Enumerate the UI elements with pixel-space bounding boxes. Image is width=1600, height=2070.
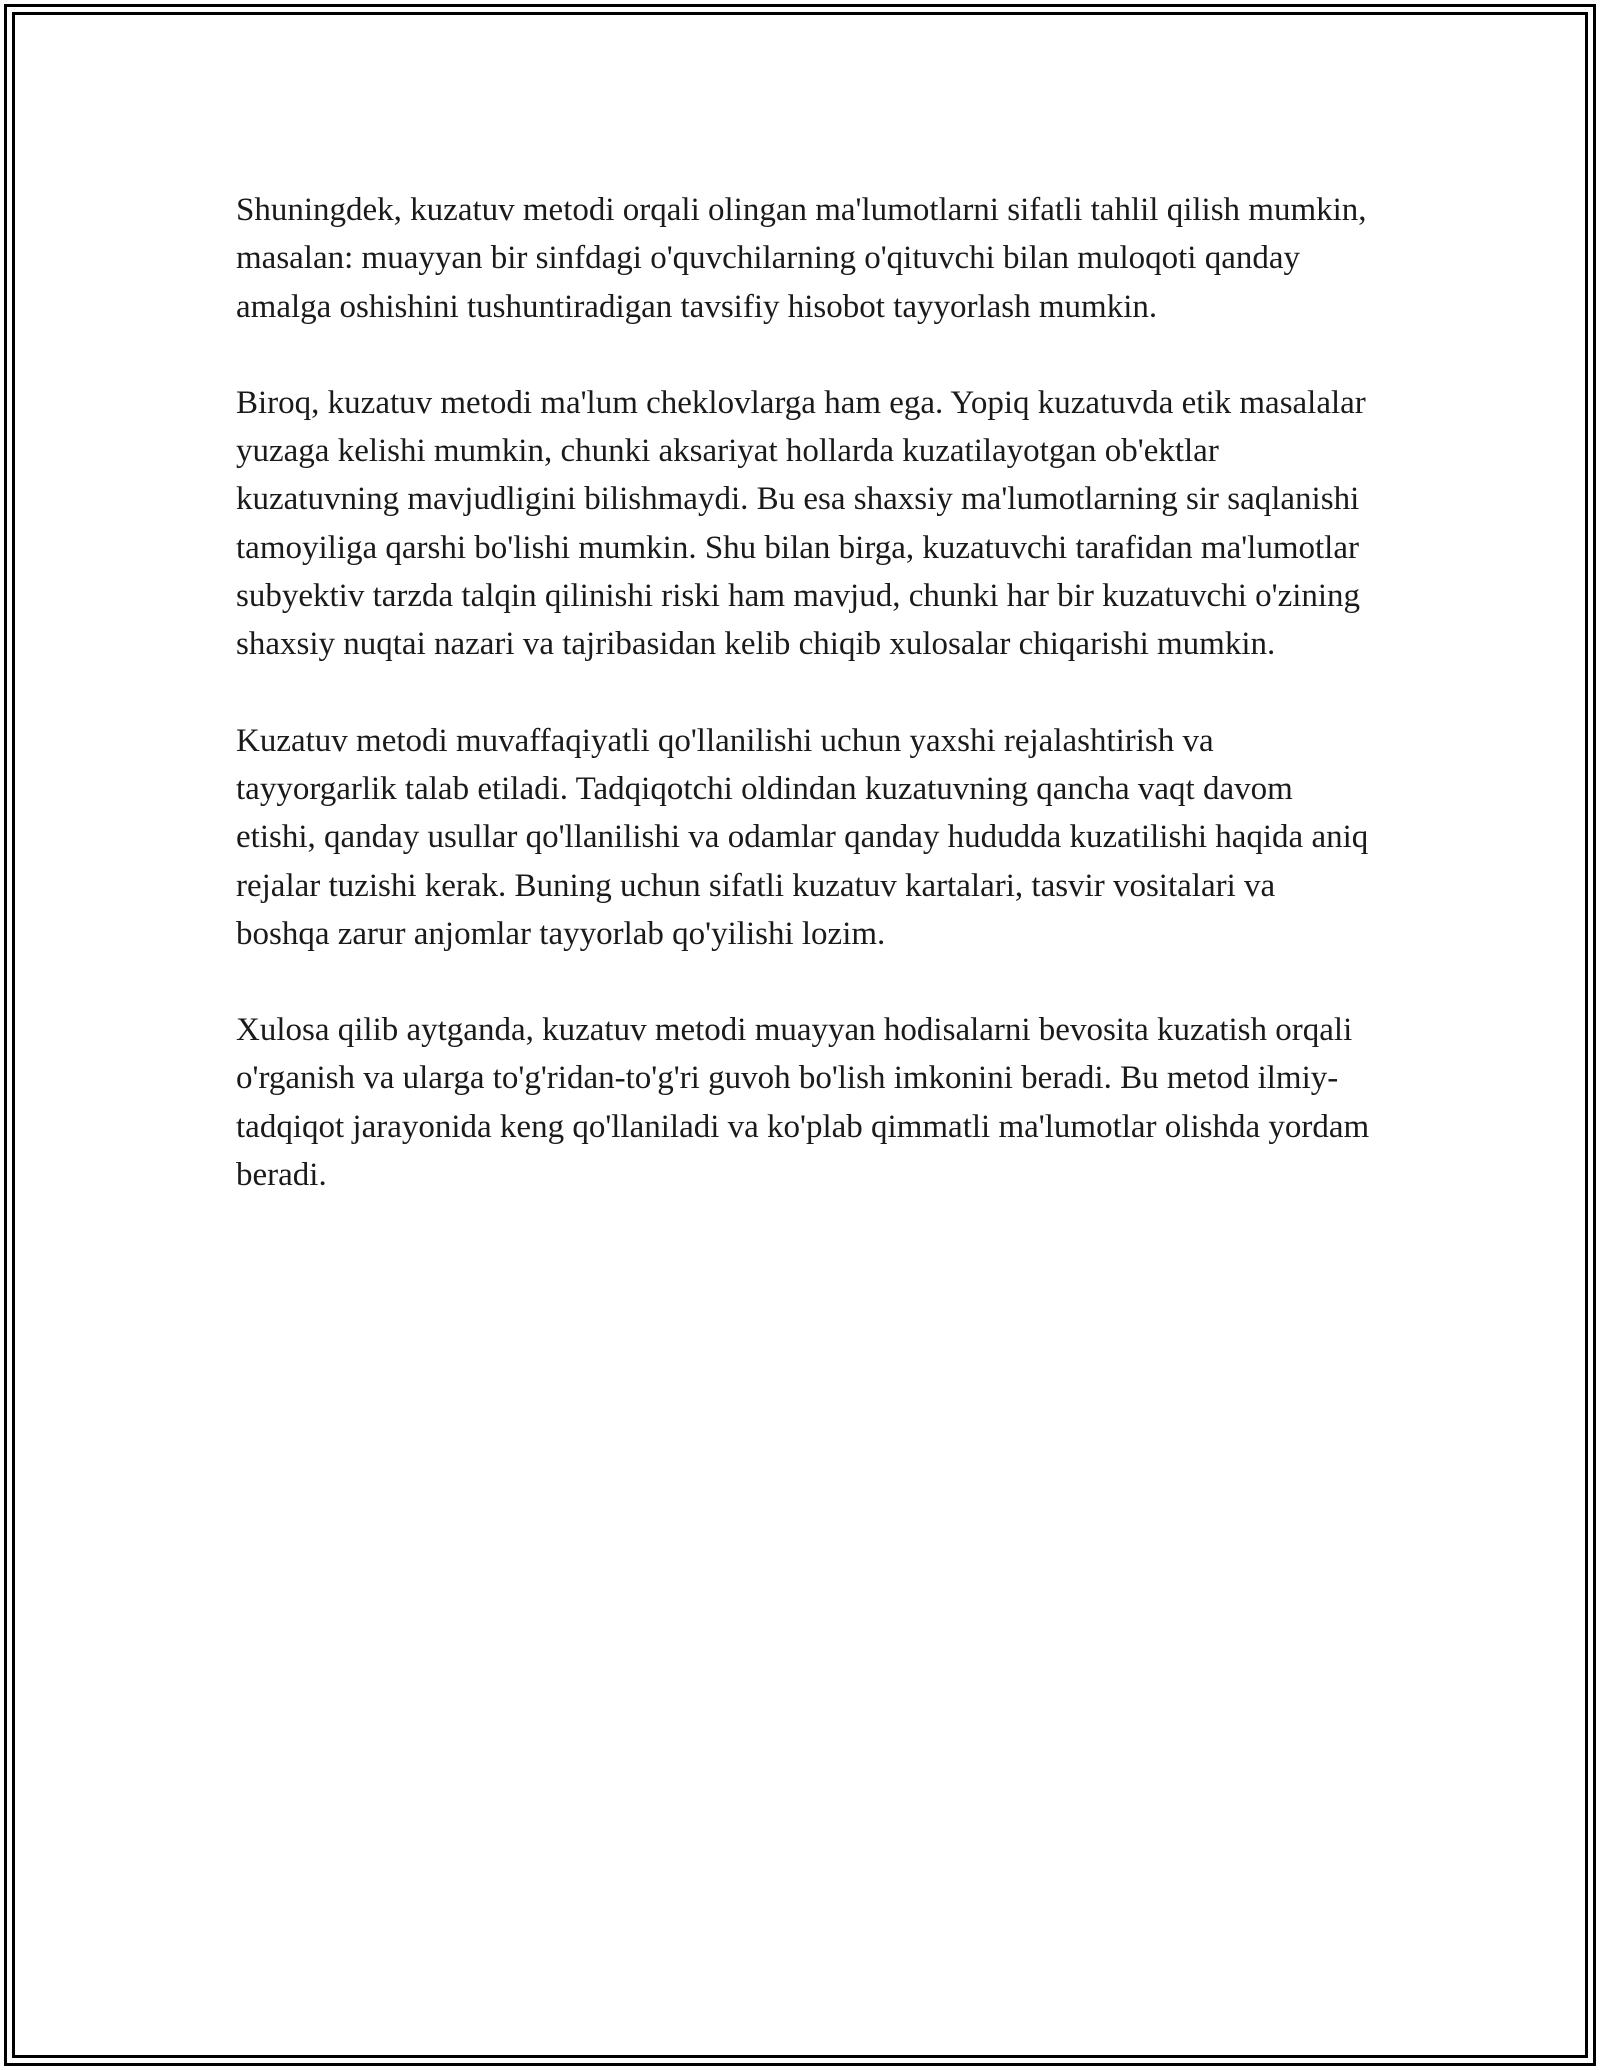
paragraph: Xulosa qilib aytganda, kuzatuv metodi muayyan hodisalarni bevosita kuzatish orqali o'rganish va ularga to'g'ridan-to'g'ri guvoh bo'lish imkonini beradi. Bu metod ilmiy-tadqiqot jarayonida keng qo'llaniladi va ko'plab qimmatli ma'lumotlar olishda yordam beradi. — [236, 1012, 1370, 1194]
paragraph: Biroq, kuzatuv metodi ma'lum cheklovlarga ham ega. Yopiq kuzatuvda etik masalalar yuzaga kelishi mumkin, chunki aksariyat hollarda kuzatilayotgan ob'ektlar kuzatuvning mavjudligini bilishmaydi. Bu esa shaxsiy ma'lumotlarning sir saqlanishi tamoyiliga qarshi bo'lishi mumkin. Shu bilan birga, kuzatuvchi tarafidan ma'lumotlar subyektiv tarzda talqin qilinishi riski ham mavjud, chunki har bir kuzatuvchi o'zining shaxsiy nuqtai nazari va tajribasidan kelib chiqib xulosalar chiqarishi mumkin. — [236, 384, 1366, 663]
paragraph: Shuningdek, kuzatuv metodi orqali olingan ma'lumotlarni sifatli tahlil qilish mumkin, masalan: muayyan bir sinfdagi o'quvchilarning o'qituvchi bilan muloqoti qanday amalga oshishini tushuntiradigan tavsifiy hisobot tayyorlash mumkin. — [236, 192, 1367, 325]
document-body — [236, 186, 1376, 1247]
paragraph: Kuzatuv metodi muvaffaqiyatli qo'llanilishi uchun yaxshi rejalashtirish va tayyorgarlik talab etiladi. Tadqiqotchi oldindan kuzatuvning qancha vaqt davom etishi, qanday usullar qo'llanilishi va odamlar qanday hududda kuzatilishi haqida aniq rejalar tuzishi kerak. Buning uchun sifatli kuzatuv kartalari, tasvir vositalari va boshqa zarur anjomlar tayyorlab qo'yilishi lozim. — [236, 722, 1369, 952]
